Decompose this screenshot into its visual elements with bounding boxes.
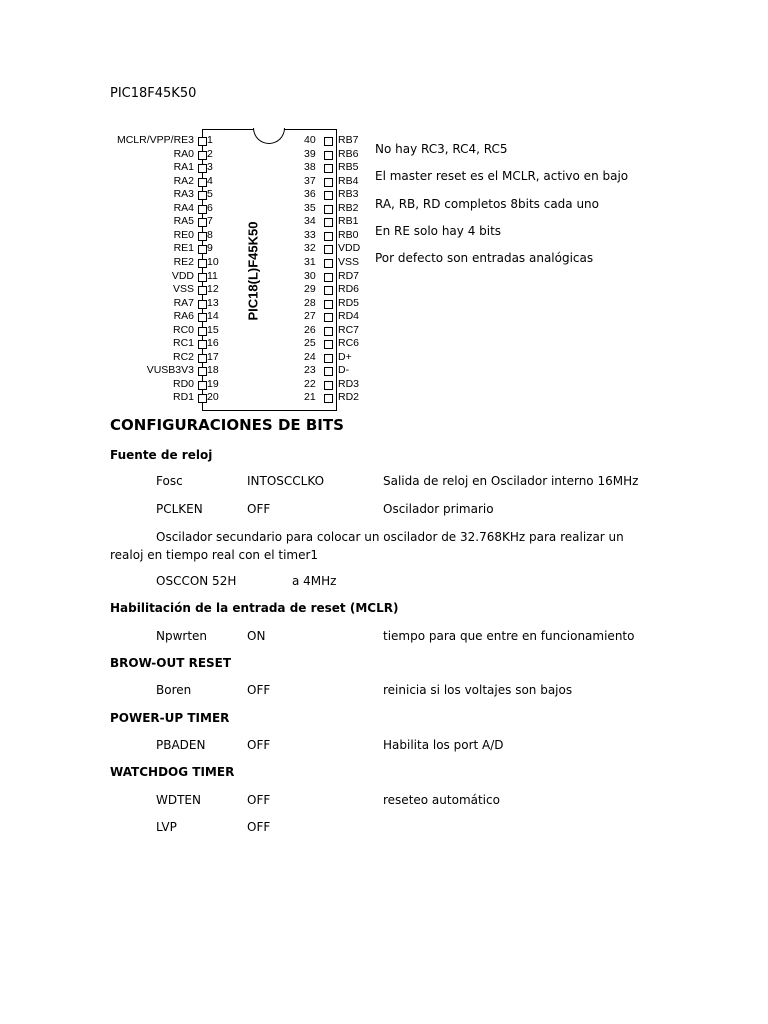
brownout-heading: BROW-OUT RESET bbox=[110, 656, 232, 670]
pin-number: 12 bbox=[207, 283, 219, 296]
config-name: Boren bbox=[156, 683, 192, 697]
pin-row bbox=[304, 161, 364, 174]
pin-row bbox=[304, 283, 364, 296]
config-name: LVP bbox=[156, 820, 177, 834]
pin-number: 24 bbox=[304, 350, 316, 363]
pin-box bbox=[198, 164, 207, 173]
pin-box bbox=[198, 205, 207, 214]
pin-number: 15 bbox=[207, 323, 219, 336]
pin-box bbox=[324, 273, 333, 282]
pin-number: 40 bbox=[304, 134, 316, 146]
pin-box bbox=[198, 286, 207, 295]
pin-number: 29 bbox=[304, 283, 316, 296]
pin-name: RC6 bbox=[338, 337, 360, 350]
pin-box bbox=[198, 394, 207, 403]
pin-name: RA6 bbox=[173, 310, 194, 323]
pinout-diagram bbox=[108, 126, 364, 416]
pin-row bbox=[304, 351, 364, 364]
pin-row bbox=[108, 161, 214, 174]
pin-row bbox=[304, 188, 364, 201]
pin-box bbox=[324, 205, 333, 214]
pin-name: RA5 bbox=[173, 215, 194, 228]
pin-number: 14 bbox=[207, 310, 219, 323]
pin-row bbox=[108, 255, 219, 269]
pin-name: VSS bbox=[172, 283, 194, 296]
pin-box bbox=[324, 191, 333, 200]
pin-name: RB3 bbox=[338, 188, 359, 201]
pin-name: RB5 bbox=[338, 161, 359, 174]
pin-name: D+ bbox=[338, 350, 352, 363]
pin-number: 8 bbox=[207, 228, 213, 241]
pin-row bbox=[108, 296, 219, 310]
pin-number: 27 bbox=[304, 310, 316, 323]
config-row bbox=[0, 502, 768, 520]
chip-name-label: PIC18(L)F45K50 bbox=[245, 221, 261, 321]
pin-name: RC0 bbox=[172, 323, 194, 336]
pin-name: RE1 bbox=[173, 242, 194, 255]
pin-name: D- bbox=[338, 364, 350, 377]
config-value: OFF bbox=[247, 738, 271, 752]
pin-row bbox=[108, 377, 219, 391]
pin-name: RB2 bbox=[338, 201, 359, 214]
pin-number: 31 bbox=[304, 255, 316, 268]
pin-name: RA7 bbox=[173, 296, 194, 309]
note-text: Por defecto son entradas analógicas bbox=[375, 251, 594, 265]
note-text: En RE solo hay 4 bits bbox=[375, 224, 502, 238]
pin-name: VDD bbox=[338, 242, 361, 255]
pin-number: 39 bbox=[304, 147, 316, 160]
pin-name: RB7 bbox=[338, 134, 359, 146]
config-value: ON bbox=[247, 629, 266, 643]
pin-number: 21 bbox=[304, 391, 316, 404]
pin-box bbox=[324, 137, 333, 146]
pin-box bbox=[198, 232, 207, 241]
pin-box bbox=[198, 191, 207, 200]
pin-row bbox=[304, 202, 364, 215]
pin-name: RE2 bbox=[173, 255, 194, 268]
config-value: INTOSCCLKO bbox=[247, 474, 325, 488]
config-name: Fosc bbox=[156, 474, 183, 488]
pin-row bbox=[108, 229, 214, 242]
section-heading: CONFIGURACIONES DE BITS bbox=[110, 416, 344, 434]
config-row bbox=[0, 820, 768, 838]
pin-row bbox=[108, 134, 214, 147]
pin-box bbox=[324, 178, 333, 187]
config-name: PCLKEN bbox=[156, 502, 203, 516]
pin-row bbox=[304, 215, 364, 228]
pin-number: 32 bbox=[304, 242, 316, 255]
pin-row bbox=[304, 310, 364, 323]
pin-name: RA4 bbox=[173, 201, 194, 214]
pin-box bbox=[324, 394, 333, 403]
pin-name: RA1 bbox=[173, 161, 194, 174]
pin-box bbox=[324, 300, 333, 309]
pin-box bbox=[324, 381, 333, 390]
pin-row bbox=[304, 270, 364, 283]
pin-box bbox=[198, 354, 207, 363]
pin-name: RB4 bbox=[338, 174, 359, 187]
config-description: reinicia si los voltajes son bajos bbox=[383, 683, 573, 697]
pin-number: 23 bbox=[304, 364, 316, 377]
pin-row bbox=[108, 269, 218, 283]
pin-row bbox=[108, 148, 214, 161]
pin-box bbox=[198, 340, 207, 349]
pin-row bbox=[304, 148, 364, 161]
config-name: WDTEN bbox=[156, 793, 201, 807]
pin-name: RB1 bbox=[338, 215, 359, 228]
pin-name: VUSB3V3 bbox=[146, 364, 194, 377]
pin-row bbox=[304, 297, 364, 310]
pin-box bbox=[198, 178, 207, 187]
pin-number: 18 bbox=[207, 364, 219, 377]
pin-box bbox=[198, 313, 207, 322]
pin-number: 13 bbox=[207, 296, 219, 309]
pin-row bbox=[108, 337, 219, 350]
config-value: OFF bbox=[247, 502, 271, 516]
pin-name: RC2 bbox=[172, 350, 194, 363]
config-row bbox=[0, 738, 768, 756]
pin-number: 3 bbox=[207, 161, 213, 174]
pin-box bbox=[198, 218, 207, 227]
pin-number: 35 bbox=[304, 201, 316, 214]
pin-row bbox=[108, 310, 219, 323]
pin-box bbox=[324, 286, 333, 295]
pin-box bbox=[324, 354, 333, 363]
pin-name: RD1 bbox=[172, 391, 194, 404]
pin-number: 2 bbox=[207, 147, 213, 160]
config-value: a 4MHz bbox=[292, 574, 337, 588]
pin-row bbox=[108, 283, 219, 296]
pin-number: 30 bbox=[304, 269, 316, 282]
pin-row bbox=[108, 188, 214, 201]
note-text: RA, RB, RD completos 8bits cada uno bbox=[375, 197, 600, 211]
pin-row bbox=[108, 202, 214, 215]
note-text: El master reset es el MCLR, activo en bajo bbox=[375, 169, 629, 183]
pin-box bbox=[198, 273, 207, 282]
pin-number: 19 bbox=[207, 377, 219, 390]
pin-number: 26 bbox=[304, 323, 316, 336]
pin-name: RE0 bbox=[173, 228, 194, 241]
pin-row bbox=[108, 350, 219, 364]
config-row bbox=[0, 474, 768, 492]
pin-row bbox=[304, 364, 364, 377]
pin-row bbox=[304, 256, 364, 269]
pin-box bbox=[198, 259, 207, 268]
pin-box bbox=[324, 164, 333, 173]
pin-box bbox=[324, 313, 333, 322]
pin-name: VDD bbox=[171, 269, 194, 282]
reset-heading: Habilitación de la entrada de reset (MCLR) bbox=[110, 601, 399, 615]
pin-row bbox=[304, 134, 364, 147]
pin-number: 36 bbox=[304, 188, 316, 201]
pin-name: RA2 bbox=[173, 174, 194, 187]
config-row bbox=[0, 683, 768, 701]
pin-row bbox=[304, 229, 364, 242]
pin-row bbox=[304, 324, 364, 337]
pin-row bbox=[108, 364, 219, 377]
pin-name: RB6 bbox=[338, 147, 359, 160]
pin-box bbox=[324, 245, 333, 254]
pin-name: MCLR/VPP/RE3 bbox=[116, 134, 194, 146]
pin-box bbox=[324, 340, 333, 349]
config-description: tiempo para que entre en funcionamiento bbox=[383, 629, 635, 643]
pin-number: 17 bbox=[207, 350, 219, 363]
pin-number: 10 bbox=[207, 255, 219, 268]
config-row bbox=[0, 793, 768, 811]
config-row bbox=[0, 574, 768, 592]
config-name: Npwrten bbox=[156, 629, 208, 643]
pin-name: RC7 bbox=[338, 323, 360, 336]
config-description: Habilita los port A/D bbox=[383, 738, 504, 752]
pin-row bbox=[304, 175, 364, 188]
pin-number: 16 bbox=[207, 337, 219, 350]
pin-box bbox=[198, 300, 207, 309]
pin-row bbox=[108, 215, 214, 228]
pin-row bbox=[304, 378, 364, 391]
config-value: OFF bbox=[247, 820, 271, 834]
pin-number: 1 bbox=[207, 134, 213, 146]
pin-number: 20 bbox=[207, 391, 219, 404]
pin-number: 9 bbox=[207, 242, 213, 255]
pin-name: RD3 bbox=[338, 377, 360, 390]
pin-box bbox=[324, 327, 333, 336]
pin-number: 22 bbox=[304, 377, 316, 390]
pin-name: RD5 bbox=[338, 296, 360, 309]
pin-box bbox=[198, 327, 207, 336]
pin-name: RA3 bbox=[173, 188, 194, 201]
pin-name: RD6 bbox=[338, 283, 360, 296]
pin-number: 37 bbox=[304, 174, 316, 187]
pin-number: 11 bbox=[207, 269, 218, 282]
pin-box bbox=[324, 367, 333, 376]
pin-name: RC1 bbox=[172, 337, 194, 350]
pin-number: 6 bbox=[207, 201, 213, 214]
pin-box bbox=[324, 232, 333, 241]
config-description: Oscilador primario bbox=[383, 502, 494, 516]
pin-row bbox=[108, 242, 214, 255]
note-text: No hay RC3, RC4, RC5 bbox=[375, 142, 508, 156]
pin-number: 28 bbox=[304, 296, 316, 309]
pin-name: RD7 bbox=[338, 269, 360, 282]
pin-number: 7 bbox=[207, 215, 213, 228]
clock-heading: Fuente de reloj bbox=[110, 448, 213, 462]
pin-name: RA0 bbox=[173, 147, 194, 160]
pin-row bbox=[304, 337, 364, 350]
pin-name: RD2 bbox=[338, 391, 360, 404]
config-row bbox=[0, 629, 768, 647]
pin-name: RD4 bbox=[338, 310, 360, 323]
pin-number: 25 bbox=[304, 337, 316, 350]
pin-row bbox=[108, 175, 214, 188]
powerup-heading: POWER-UP TIMER bbox=[110, 711, 230, 725]
config-description: Salida de reloj en Oscilador interno 16MHz bbox=[383, 474, 639, 488]
pin-box bbox=[324, 151, 333, 160]
pin-name: RD0 bbox=[172, 377, 194, 390]
pin-number: 34 bbox=[304, 215, 316, 228]
pin-box bbox=[198, 137, 207, 146]
pin-number: 33 bbox=[304, 228, 316, 241]
pin-row bbox=[108, 391, 219, 404]
pin-box bbox=[198, 245, 207, 254]
pin-number: 38 bbox=[304, 161, 316, 174]
pin-box bbox=[198, 367, 207, 376]
pin-name: RB0 bbox=[338, 228, 359, 241]
pin-box bbox=[324, 218, 333, 227]
pin-row bbox=[304, 242, 364, 255]
pin-name: VSS bbox=[338, 255, 360, 268]
config-value: OFF bbox=[247, 793, 271, 807]
pin-number: 5 bbox=[207, 188, 213, 201]
config-name: PBADEN bbox=[156, 738, 206, 752]
pin-box bbox=[198, 151, 207, 160]
pin-box bbox=[324, 259, 333, 268]
watchdog-heading: WATCHDOG TIMER bbox=[110, 765, 235, 779]
document-title: PIC18F45K50 bbox=[110, 86, 197, 101]
config-name: OSCCON 52H bbox=[156, 574, 237, 588]
clock-paragraph: Oscilador secundario para colocar un oscilador de 32.768KHz para realizar un realoj en tiempo real con el timer1 bbox=[110, 530, 624, 562]
config-description: reseteo automático bbox=[383, 793, 500, 807]
pin-row bbox=[108, 323, 219, 337]
config-value: OFF bbox=[247, 683, 271, 697]
pin-box bbox=[198, 381, 207, 390]
pin-number: 4 bbox=[207, 174, 213, 187]
pin-row bbox=[304, 391, 364, 404]
